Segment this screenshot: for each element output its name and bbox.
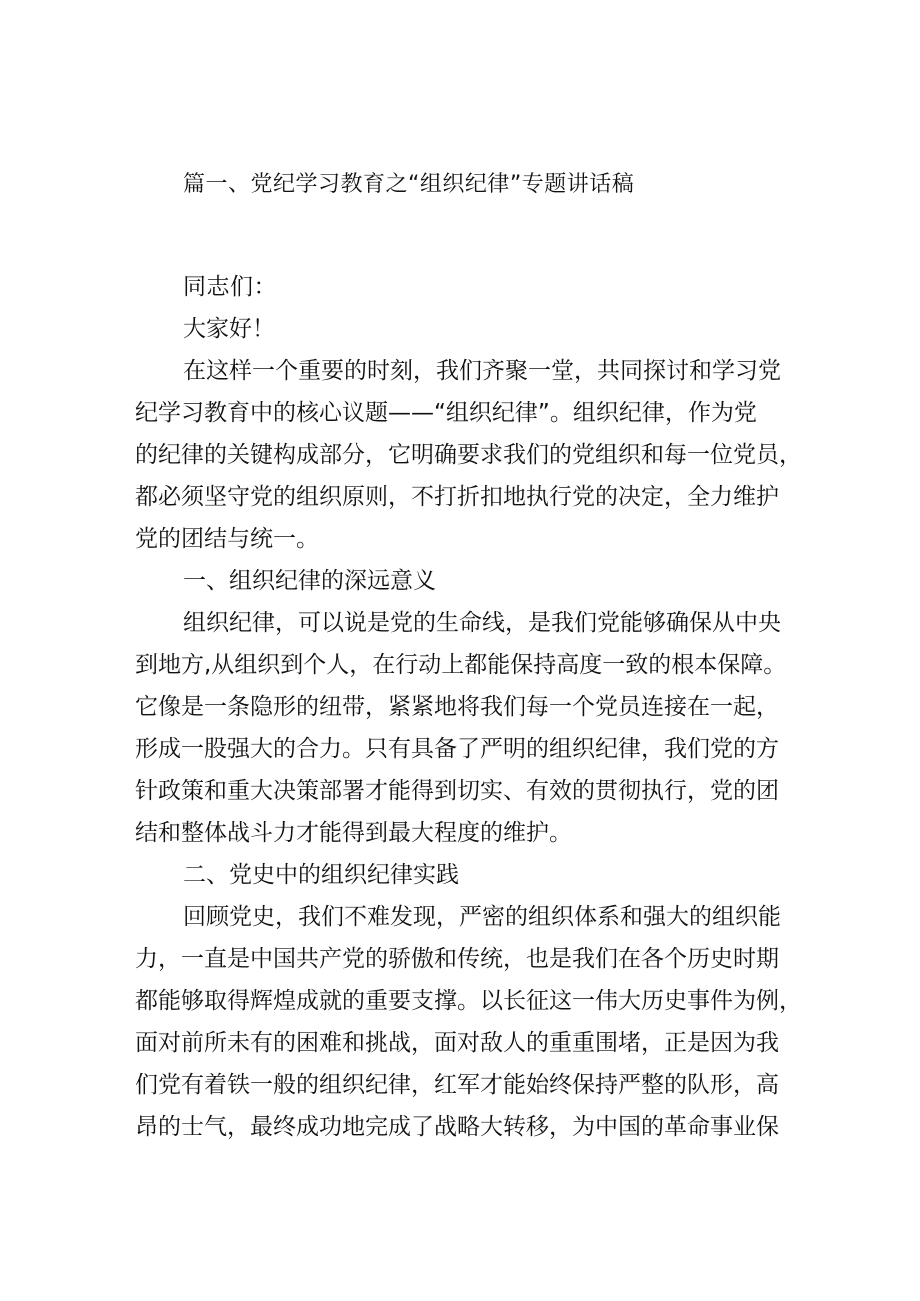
paragraph-line: 面对前所未有的困难和挑战，面对敌人的重重围堵，正是因为我 <box>135 1030 779 1056</box>
paragraph-line: 组织纪律，可以说是党的生命线，是我们党能够确保从中央 <box>183 610 781 636</box>
paragraph-line: 到地方,从组织到个人，在行动上都能保持高度一致的根本保障。 <box>135 652 787 678</box>
paragraph-line: 党的团结与统一。 <box>135 526 319 552</box>
paragraph-line: 们党有着铁一般的组织纪律，红军才能始终保持严整的队形，高 <box>135 1072 779 1098</box>
document-title: 篇一、党纪学习教育之“组织纪律”专题讲话稿 <box>183 172 635 197</box>
paragraph-line: 纪学习教育中的核心议题——“组织纪律”。组织纪律，作为党 <box>135 400 757 426</box>
salutation-line: 同志们： <box>183 274 277 300</box>
paragraph-line: 它像是一条隐形的纽带，紧紧地将我们每一个党员连接在一起， <box>135 694 779 720</box>
paragraph-line: 结和整体战斗力才能得到最大程度的维护。 <box>135 820 572 846</box>
paragraph-line: 针政策和重大决策部署才能得到切实、有效的贯彻执行，党的团 <box>135 778 779 804</box>
section-heading: 一、组织纪律的深远意义 <box>183 568 436 594</box>
section-heading: 二、党史中的组织纪律实践 <box>183 862 459 888</box>
paragraph-line: 回顾党史，我们不难发现，严密的组织体系和强大的组织能 <box>183 904 781 930</box>
paragraph-line: 都能够取得辉煌成就的重要支撑。以长征这一伟大历史事件为例， <box>135 988 802 1014</box>
paragraph-line: 力，一直是中国共产党的骄傲和传统，也是我们在各个历史时期 <box>135 946 779 972</box>
paragraph-line: 在这样一个重要的时刻，我们齐聚一堂，共同探讨和学习党 <box>183 358 781 384</box>
greeting-line: 大家好！ <box>183 316 275 342</box>
document-body <box>135 266 807 1148</box>
paragraph-line: 都必须坚守党的组织原则，不打折扣地执行党的决定，全力维护 <box>135 484 779 510</box>
paragraph-line: 昂的士气，最终成功地完成了战略大转移，为中国的革命事业保 <box>135 1114 779 1140</box>
paragraph-line: 形成一股强大的合力。只有具备了严明的组织纪律，我们党的方 <box>135 736 779 762</box>
paragraph-line: 的纪律的关键构成部分，它明确要求我们的党组织和每一位党员， <box>135 442 802 468</box>
